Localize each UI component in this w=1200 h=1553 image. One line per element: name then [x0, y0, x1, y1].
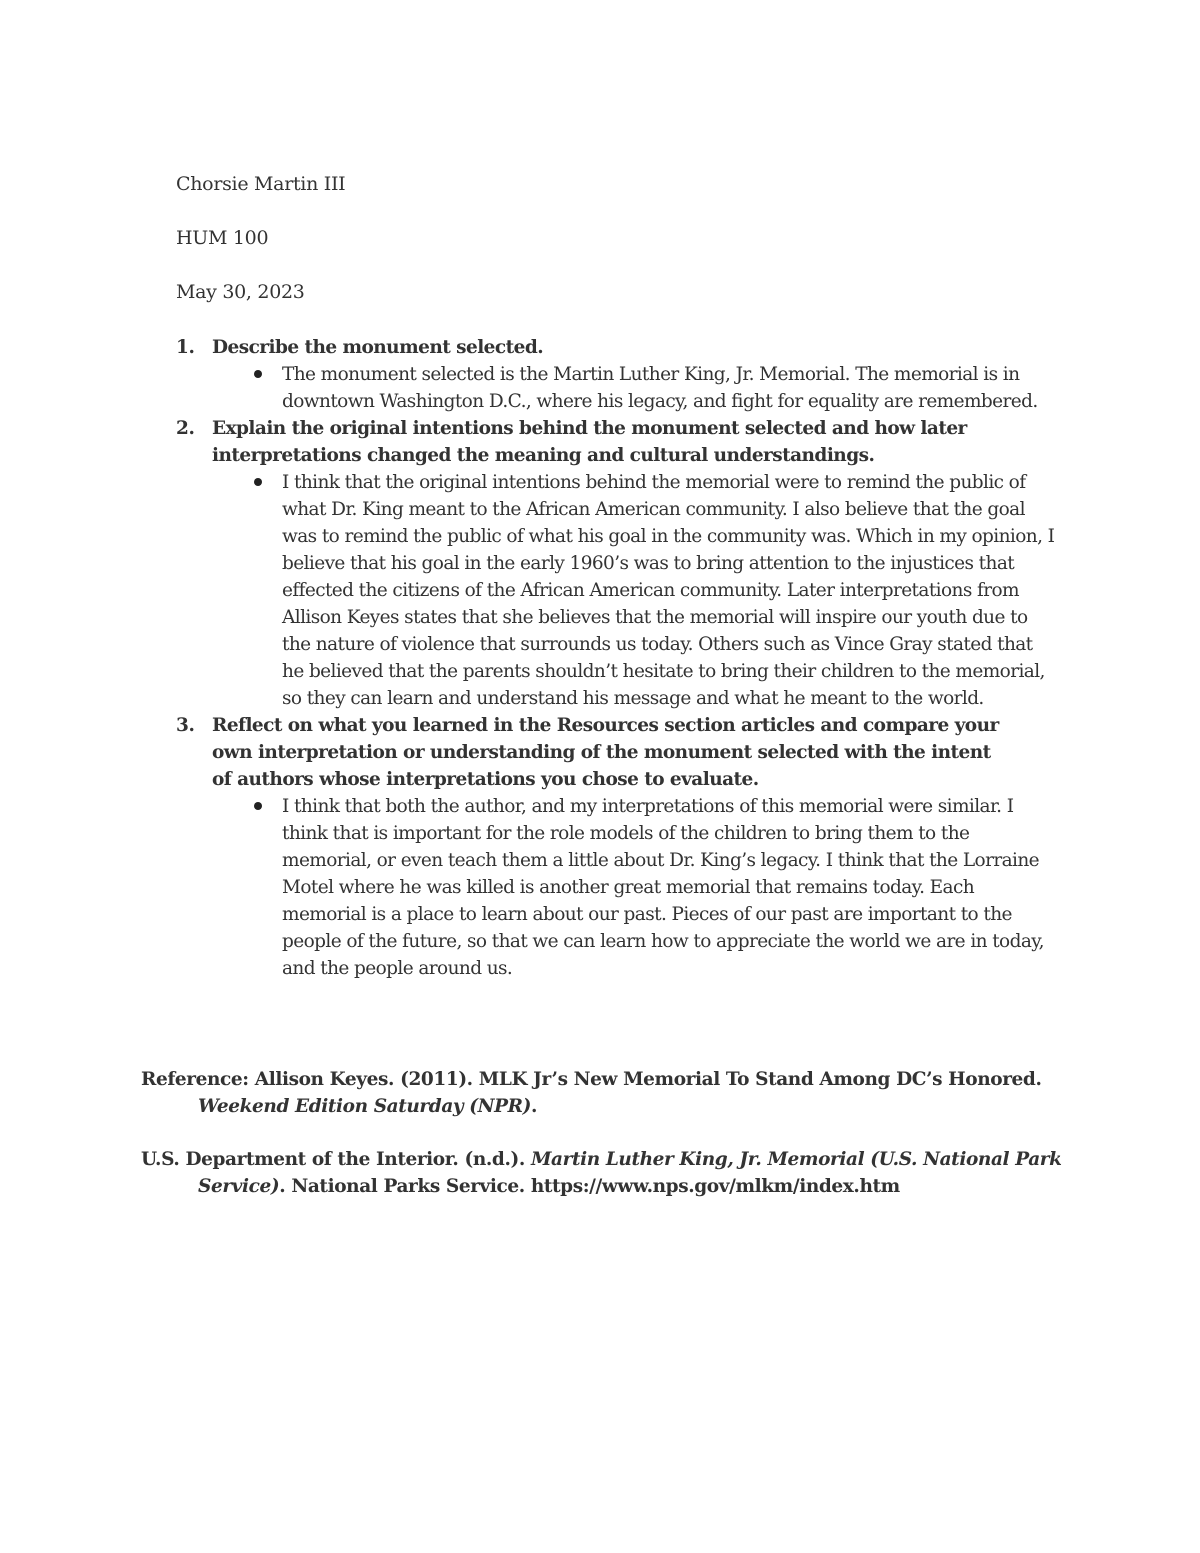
reference-text: Reference: Allison Keyes. (2011). MLK Jr’s New Memorial To Stand Among DC’s Honored.	[141, 1069, 1042, 1090]
reference-text-end: . National Parks Service. https://www.nps.gov/mlkm/index.htm	[279, 1176, 900, 1197]
bullet-icon	[254, 802, 262, 810]
reference-source-title: Weekend Edition Saturday (NPR)	[198, 1096, 531, 1117]
question-prompt: Reflect on what you learned in the Resources section articles and compare your own interpretation or understanding of the monument selected with the intent of authors whose interpretations you chose to evaluate.	[212, 715, 999, 790]
question-item-3	[176, 712, 1076, 982]
question-number: 1.	[176, 337, 195, 358]
answer-text: I think that both the author, and my interpretations of this memorial were similar. I think that is important for the role models of the children to bring them to the memorial, or even teach them a little about Dr. King’s legacy. I think that the Lorraine Motel where he was killed is another great memorial that remains today. Each memorial is a place to learn about our past. Pieces of our past are important to the people of the future, so that we can learn how to appreciate the world we are in today, and the people around us.	[282, 796, 1044, 979]
question-item-1	[176, 334, 1076, 415]
bullet-icon	[254, 478, 262, 486]
question-list	[176, 334, 1076, 982]
question-prompt: Explain the original intentions behind the monument selected and how later interpretations changed the meaning and cultural understandings.	[212, 418, 967, 466]
answer-text: The monument selected is the Martin Luther King, Jr. Memorial. The memorial is in downtown Washington D.C., where his legacy, and fight for equality are remembered.	[282, 364, 1038, 412]
document-date: May 30, 2023	[176, 281, 305, 303]
answer-item	[212, 361, 1076, 415]
reference-entry-1	[141, 1066, 1098, 1120]
question-number: 3.	[176, 715, 195, 736]
answer-text: I think that the original intentions behind the memorial were to remind the public of what Dr. King meant to the African American community. I also believe that the goal was to remind the public of what his goal in the community was. Which in my opinion, I believe that his goal in the early 1960’s was to bring attention to the injustices that effected the citizens of the African American community. Later interpretations from Allison Keyes states that she believes that the memorial will inspire our youth due to the nature of violence that surrounds us today. Others such as Vince Gray stated that he believed that the parents shouldn’t hesitate to bring their children to the memorial, so they can learn and understand his message and what he meant to the world.	[282, 472, 1055, 709]
question-prompt: Describe the monument selected.	[212, 337, 544, 358]
reference-text-end: .	[531, 1096, 538, 1117]
reference-entry-2	[141, 1146, 1098, 1200]
question-number: 2.	[176, 418, 195, 439]
author-name: Chorsie Martin III	[176, 173, 346, 195]
answer-item	[212, 469, 1076, 712]
reference-text: U.S. Department of the Interior. (n.d.).	[141, 1149, 531, 1170]
question-item-2	[176, 415, 1076, 712]
answer-item	[212, 793, 1076, 982]
bullet-icon	[254, 370, 262, 378]
course-code: HUM 100	[176, 227, 269, 249]
reference-source-title: Martin Luther King, Jr. Memorial (U.S. National Park Service)	[198, 1149, 1062, 1197]
